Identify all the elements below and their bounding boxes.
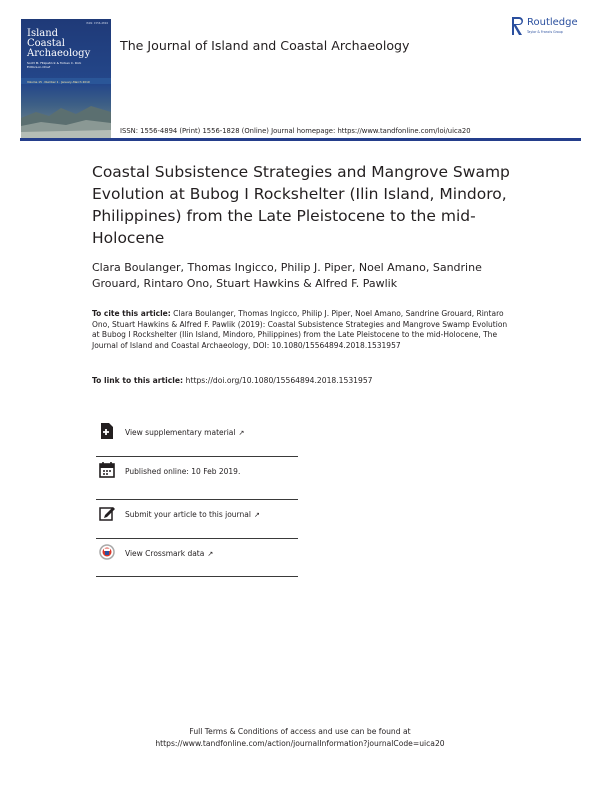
cover-title-line: Island — [27, 28, 59, 39]
cover-title-line: Coastal — [27, 38, 65, 49]
citation-block — [92, 309, 517, 351]
cover-issn: ISSN: 1556-4894 — [86, 22, 108, 25]
external-link-icon: ↗ — [253, 511, 260, 519]
cover-volume: Volume 15 · Number 1 · January–March 2019 — [27, 80, 90, 84]
journal-cover — [21, 19, 111, 138]
publisher-tagline: Taylor & Francis Group — [527, 30, 563, 34]
edit-icon — [99, 504, 115, 522]
action-text: Submit your article to this journal — [125, 510, 251, 519]
crossmark-icon — [99, 543, 115, 561]
action-label — [125, 510, 260, 519]
action-text: Published online: 10 Feb 2019. — [125, 467, 241, 476]
action-text: View Crossmark data — [125, 549, 205, 558]
citation-doi-link[interactable]: 10.1080/15564894.2018.1531957 — [271, 340, 401, 350]
footer-terms — [100, 726, 500, 749]
article-authors: Clara Boulanger, Thomas Ingicco, Philip J. Piper, Noel Amano, Sandrine Grouard, Rintaro Ono, Stuart Hawkins & Alfred F. Pawlik — [92, 261, 482, 290]
external-link-icon: ↗ — [238, 429, 245, 437]
cover-title-line: Archaeology — [27, 48, 91, 59]
cover-landscape-image — [21, 88, 111, 138]
article-link-label: To link to this article: — [92, 376, 186, 385]
issn-line — [120, 127, 471, 135]
published-online-row — [96, 457, 298, 500]
view-crossmark-button[interactable] — [96, 539, 298, 577]
submit-article-button[interactable] — [96, 500, 298, 539]
view-supplementary-button[interactable] — [96, 418, 298, 457]
routledge-icon — [511, 16, 524, 36]
action-text: View supplementary material — [125, 428, 236, 437]
cover-editor-names: Scott M. Fitzpatrick & Torben C. Rick — [27, 61, 82, 65]
article-title: Coastal Subsistence Strategies and Mangrove Swamp Evolution at Bubog I Rockshelter (Ilin Island, Mindoro, Philippines) from the Late Pleistocene to the mid-Holocene — [92, 163, 510, 247]
issn-text: ISSN: 1556-4894 (Print) 1556-1828 (Online) Journal homepage: — [120, 127, 338, 135]
action-label — [125, 467, 240, 476]
calendar-icon — [99, 461, 115, 479]
action-label — [125, 428, 244, 437]
cover-title — [27, 29, 90, 59]
publisher-logo[interactable] — [511, 16, 591, 44]
citation-text: Clara Boulanger, Thomas Ingicco, Philip J. Piper, Noel Amano, Sandrine Grouard, Rintaro Ono, Stuart Hawkins & Alfred F. Pawlik (2019): Coastal Subsistence Strategies and Mangrove Swamp Evolution at Bubog I Rockshelter (Ilin Island, Mindoro, Philippines) from the Late Pleistocene to the mid-Holocene, The Journal of Island and Coastal Archaeology, DOI: — [92, 309, 508, 350]
external-link-icon: ↗ — [207, 550, 214, 558]
cover-editor-role: Editors-in-Chief — [27, 65, 51, 69]
footer-line: Full Terms & Conditions of access and use can be found at — [189, 727, 411, 736]
action-label — [125, 549, 213, 558]
publisher-name: Routledge — [527, 17, 578, 28]
journal-title: The Journal of Island and Coastal Archaeology — [120, 38, 410, 53]
citation-label: To cite this article: — [92, 309, 171, 318]
article-actions — [96, 418, 298, 577]
footer-terms-link[interactable]: https://www.tandfonline.com/action/journalInformation?journalCode=uica20 — [155, 738, 445, 748]
header-rule — [20, 138, 581, 141]
article-link-line — [92, 376, 372, 385]
journal-homepage-link[interactable]: https://www.tandfonline.com/loi/uica20 — [337, 127, 471, 135]
article-link-url[interactable]: https://doi.org/10.1080/15564894.2018.1531957 — [185, 376, 373, 385]
cover-editors — [27, 61, 107, 69]
document-plus-icon — [99, 422, 115, 440]
